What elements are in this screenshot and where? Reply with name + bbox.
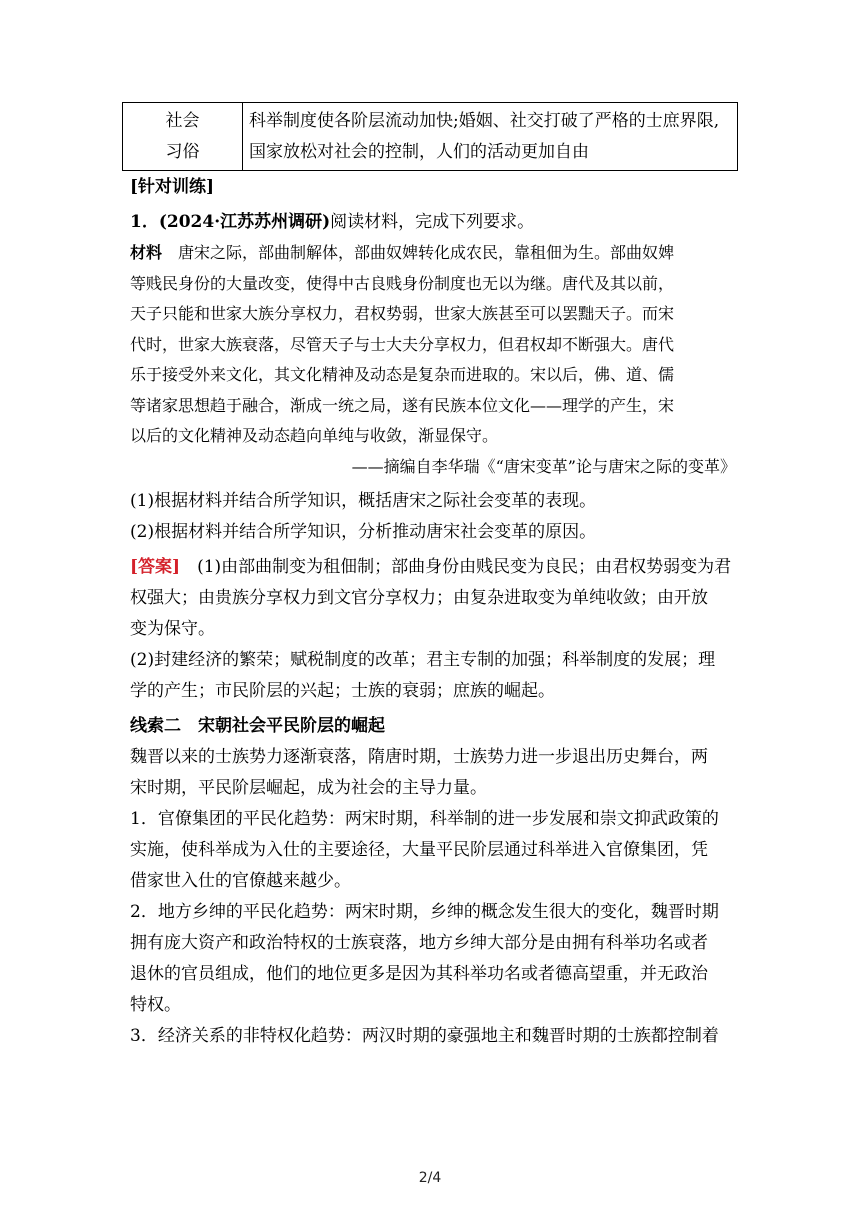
material-text: 唐宋之际，部曲制解体，部曲奴婢转化成农民，靠租佃为生。部曲奴婢 [178, 243, 675, 262]
clue-item-line: 特权。 [130, 995, 181, 1015]
clue-item-line: 2．地方乡绅的平民化趋势：两宋时期，乡绅的概念发生很大的变化，魏晋时期 [130, 902, 719, 922]
sub-question-1: (1)根据材料并结合所学知识，概括唐宋之际社会变革的表现。 [130, 491, 597, 511]
material-citation: ——摘编自李华瑞《“唐宋变革”论与唐宋之际的变革》 [351, 456, 736, 476]
table-content-line: 国家放松对社会的控制，人们的活动更加自由 [249, 141, 589, 162]
material-line: 等诸家思想趋于融合，渐成一统之局，遂有民族本位文化——理学的产生，宋 [130, 395, 675, 415]
material-label: 材料 [130, 243, 163, 262]
clue-item-line: 1．官僚集团的平民化趋势：两宋时期，科举制的进一步发展和崇文抑武政策的 [130, 809, 719, 829]
clue-item-line: 实施，使科举成为入仕的主要途径，大量平民阶层通过科举进入官僚集团，凭 [130, 840, 708, 860]
main-content [130, 172, 736, 1052]
clue-item-line: 退休的官员组成，他们的地位更多是因为其科举功名或者德高望重，并无政治 [130, 964, 708, 984]
answer-label: [答案] [130, 557, 181, 577]
question-line [130, 207, 736, 238]
clue-item-line: 拥有庞大资产和政治特权的士族衰落，地方乡绅大部分是由拥有科举功名或者 [130, 933, 708, 953]
material-line: 天子只能和世家大族分享权力，君权势弱，世家大族甚至可以罢黜天子。而宋 [130, 304, 675, 323]
clue-item-line: 借家世入仕的官僚越来越少。 [130, 871, 351, 891]
table-label-line: 习俗 [165, 141, 200, 162]
material-line: 等贱民身份的大量改变，使得中古良贱身份制度也无以为继。唐代及其以前， [130, 273, 675, 293]
sub-question-2: (2)根据材料并结合所学知识，分析推动唐宋社会变革的原因。 [130, 522, 597, 542]
answer-text: (1)由部曲制变为租佃制；部曲身份由贱民变为良民；由君权势弱变为君 [197, 557, 732, 577]
answer-line: 变为保守。 [130, 619, 215, 639]
page-number: 2/4 [418, 1170, 442, 1186]
table-label-line: 社会 [165, 110, 200, 131]
material-line: 乐于接受外来文化，其文化精神及动态是复杂而进取的。宋以后，佛、道、儒 [130, 365, 675, 384]
answer-line: 权强大；由贵族分享权力到文官分享权力；由复杂进取变为单纯收敛；由开放 [130, 588, 708, 608]
question-prompt: 阅读材料，完成下列要求。 [330, 212, 535, 232]
table-label-cell [123, 103, 243, 170]
answer-line: 学的产生；市民阶层的兴起；士族的衰弱；庶族的崛起。 [130, 681, 555, 701]
table-content-line: 科举制度使各阶层流动加快;婚姻、社交打破了严格的士庶界限, [249, 110, 720, 131]
answer-line: (2)封建经济的繁荣；赋税制度的改革；君主专制的加强；科举制度的发展；理 [130, 650, 716, 670]
clue-intro-line: 魏晋以来的士族势力逐渐衰落，隋唐时期，士族势力进一步退出历史舞台，两 [130, 747, 708, 767]
training-heading: [针对训练] [130, 177, 215, 197]
summary-table [122, 102, 738, 171]
material-line: 代时，世家大族衰落，尽管天子与士大夫分享权力，但君权却不断强大。唐代 [130, 334, 675, 354]
question-number: 1． [130, 212, 159, 232]
material-line: 以后的文化精神及动态趋向单纯与收敛，渐显保守。 [130, 426, 499, 445]
question-source: (2024·江苏苏州调研) [158, 212, 331, 232]
material-line [130, 238, 736, 269]
clue-intro-line: 宋时期，平民阶层崛起，成为社会的主导力量。 [130, 778, 487, 798]
clue-item-line: 3．经济关系的非特权化趋势：两汉时期的豪强地主和魏晋时期的士族都控制着 [130, 1026, 719, 1046]
answer-line [130, 552, 736, 583]
table-content-cell [243, 103, 737, 170]
clue-heading: 线索二 宋朝社会平民阶层的崛起 [130, 716, 385, 736]
